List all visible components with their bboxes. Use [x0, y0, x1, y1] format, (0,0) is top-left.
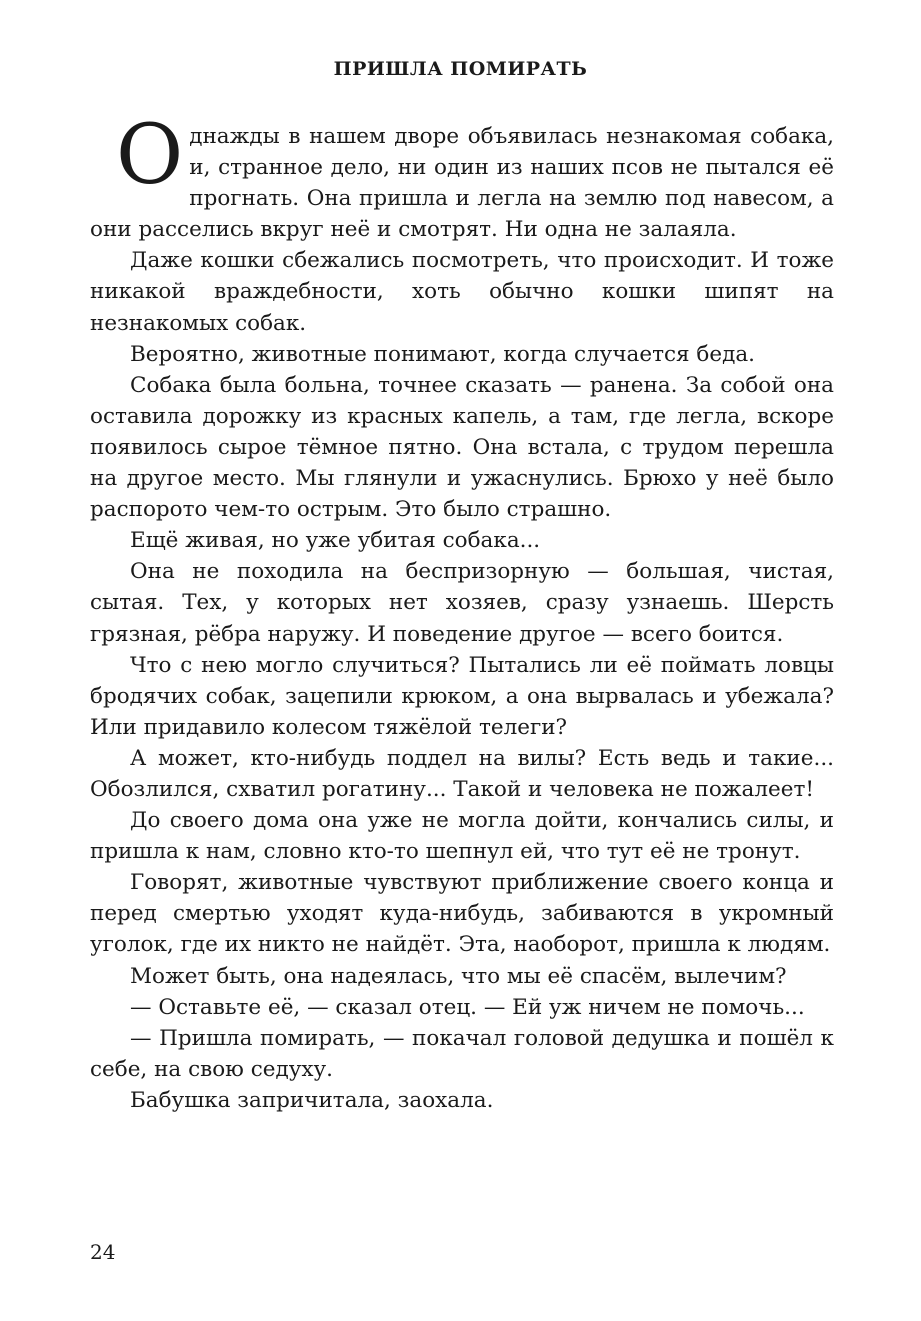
first-paragraph [90, 108, 834, 245]
paragraph: Бабушка запричитала, заохала. [130, 1087, 494, 1113]
paragraph: До своего дома она уже не могла дойти, кончались силы, и пришла к нам, словно кто-то шепнул ей, что тут её не тронут. [90, 808, 834, 865]
paragraph: Может быть, она надеялась, что мы её спасём, вылечим? [130, 963, 787, 989]
paragraph: Собака была больна, точнее сказать — ранена. За собой она оставила дорожку из красных капель, а там, где легла, вскоре появилось сырое тёмное пятно. Она встала, с трудом перешла на другое место. Мы глянули и ужаснулись. Брюхо у неё было распорото чем-то острым. Это было страшно. [90, 372, 834, 523]
first-paragraph-text: днажды в нашем дворе объявилась незнакомая собака, и, странное дело, ни один из наших псов не пытался её прогнать. Она пришла и легла на землю под навесом, а они расселись вкруг неё и смотрят. Ни одна не залаяла. [90, 124, 834, 243]
body-text [90, 108, 834, 1116]
paragraph: Говорят, животные чувствуют приближение своего конца и перед смертью уходят куда-нибудь, забиваются в укромный уголок, где их никто не найдёт. Эта, наоборот, пришла к людям. [90, 870, 834, 958]
paragraph: Вероятно, животные понимают, когда случается беда. [130, 341, 755, 367]
page-number: 24 [90, 1240, 116, 1264]
paragraph: Даже кошки сбежались посмотреть, что происходит. И тоже никакой враждебности, хоть обычно кошки шипят на незнакомых собак. [90, 248, 834, 336]
drop-cap: О [116, 108, 184, 203]
paragraph: Что с нею могло случиться? Пытались ли её поймать ловцы бродячих собак, зацепили крюком, а она вырвалась и убежала? Или придавило колесом тяжёлой телеги? [90, 652, 834, 740]
dialogue-line: — Оставьте её, — сказал отец. — Ей уж ничем не помочь... [130, 994, 805, 1020]
paragraph: А может, кто-нибудь поддел на вилы? Есть ведь и такие... Обозлился, схватил рогатину... Такой и человека не пожалеет! [90, 745, 834, 802]
paragraph: Ещё живая, но уже убитая собака... [130, 528, 541, 554]
paragraph: Она не походила на беспризорную — большая, чистая, сытая. Тех, у которых нет хозяев, сразу узнаешь. Шерсть грязная, рёбра наружу. И поведение другое — всего боится. [90, 559, 834, 647]
dialogue-line: — Пришла помирать, — покачал головой дедушка и пошёл к себе, на свою седуху. [90, 1025, 834, 1082]
chapter-title: ПРИШЛА ПОМИРАТЬ [333, 58, 588, 80]
